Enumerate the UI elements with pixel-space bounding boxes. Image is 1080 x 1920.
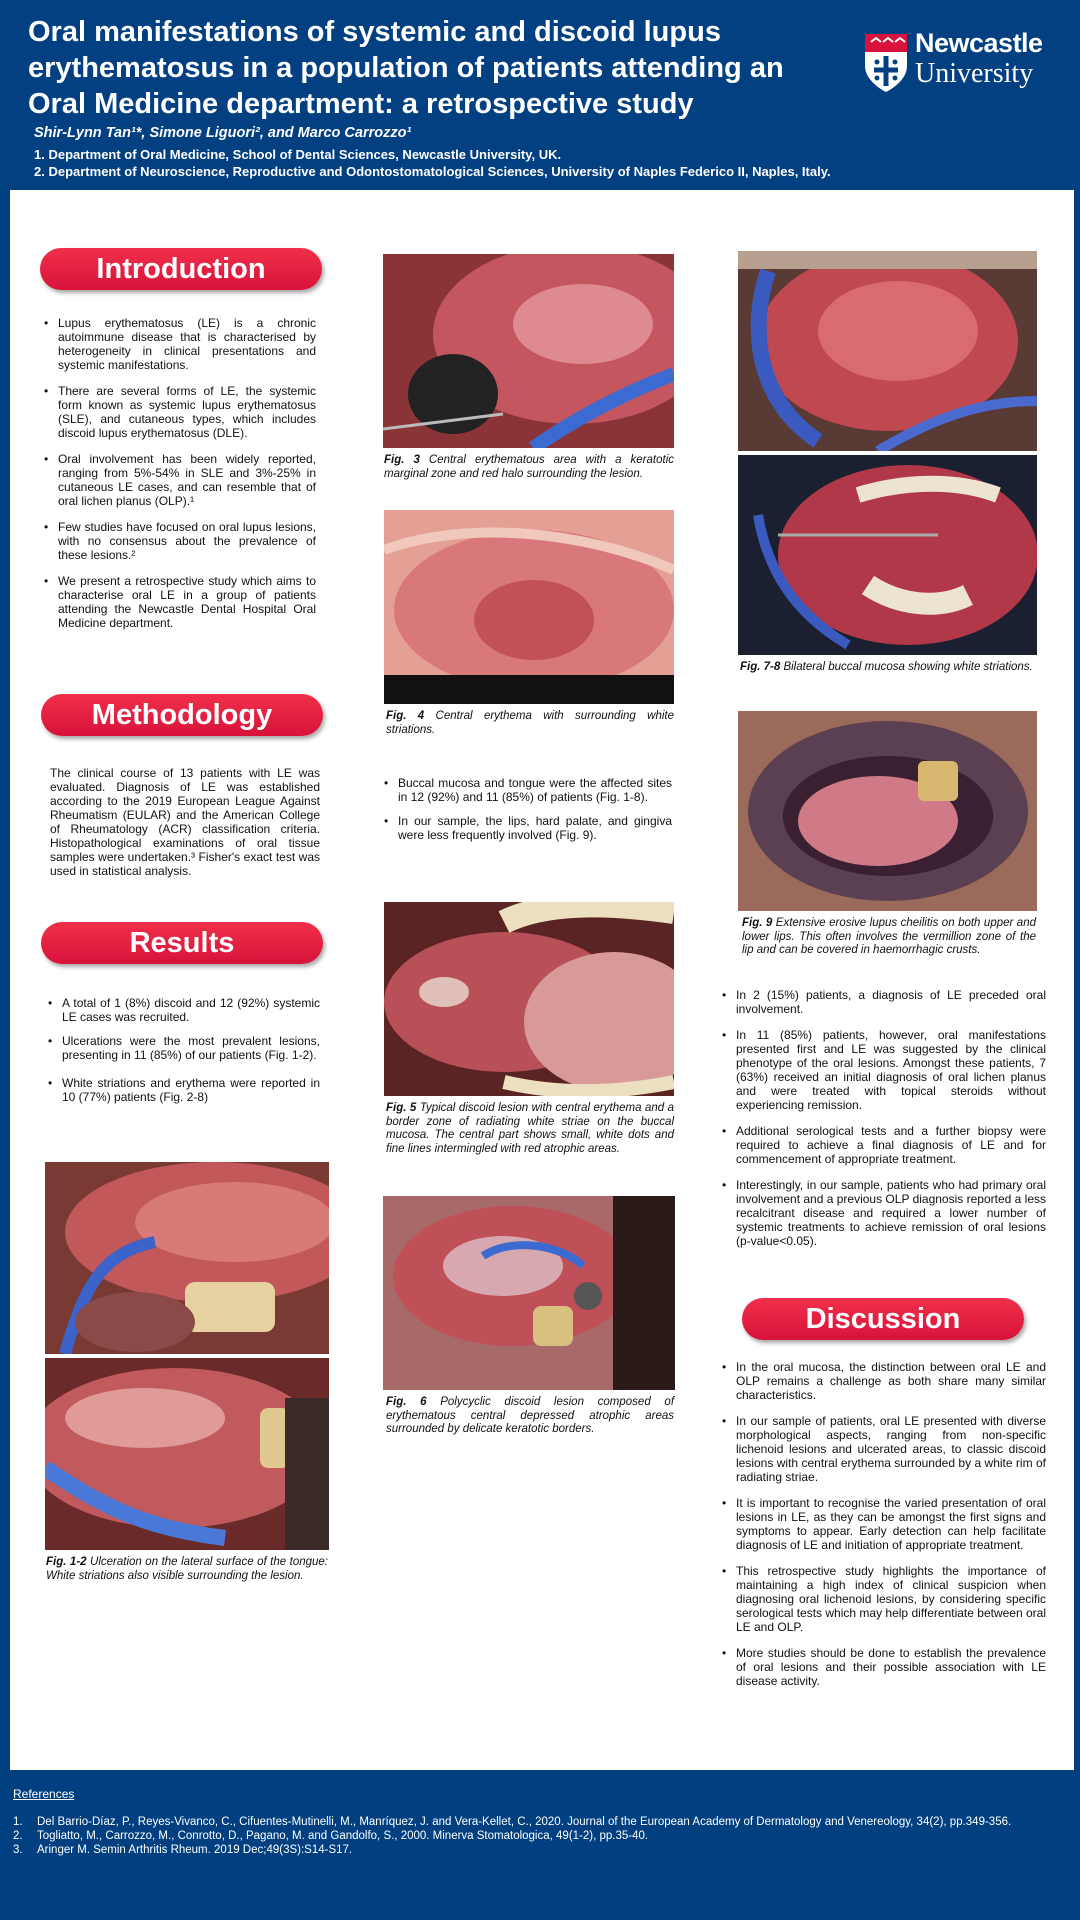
poster-body bbox=[10, 190, 1074, 1770]
introduction-heading: Introduction bbox=[40, 248, 322, 290]
figure-2-photo bbox=[45, 1358, 329, 1550]
list-item: • In 2 (15%) patients, a diagnosis of LE preceded oral involvement. bbox=[722, 988, 1046, 1016]
caption-text: Extensive erosive lupus cheilitis on both upper and lower lips. This often involves the vermillion zone of the lip and can be covered in haemorrhagic crusts. bbox=[742, 917, 1036, 956]
figure-1-photo bbox=[45, 1162, 329, 1354]
results-heading: Results bbox=[41, 922, 323, 964]
reference-item bbox=[13, 1829, 1063, 1843]
list-item: • Additional serological tests and a further biopsy were required to achieve a final diagnosis of LE and for commencement of appropriate treatment. bbox=[722, 1124, 1046, 1166]
list-item: • This retrospective study highlights the importance of maintaining a high index of clinical suspicion when diagnosing oral lichenoid lesions, by considering specific serological tests which may help differentiate between oral LE and OLP. bbox=[722, 1564, 1046, 1634]
methodology-heading: Methodology bbox=[41, 694, 323, 736]
reference-number: 2. bbox=[13, 1830, 23, 1842]
figure-label: Fig. 3 bbox=[384, 454, 420, 466]
figure-7-photo bbox=[738, 251, 1037, 451]
figure-7-8-caption bbox=[740, 661, 1036, 675]
results-list bbox=[48, 996, 320, 1104]
list-item: • Interestingly, in our sample, patients who had primary oral involvement and a previous OLP diagnosis reported a less recalcitrant disease and required a lower number of systemic treatments to achieve remission of oral lesions (p-value<0.05). bbox=[722, 1178, 1046, 1248]
introduction-list bbox=[44, 316, 316, 630]
reference-number: 1. bbox=[13, 1816, 23, 1828]
list-item: • Ulcerations were the most prevalent lesions, presenting in 11 (85%) of our patients (Fig. 1-2). bbox=[48, 1034, 320, 1062]
affiliation-2: 2. Department of Neuroscience, Reproductive and Odontostomatological Sciences, University of Naples Federico II, Naples, Italy. bbox=[34, 164, 831, 179]
discussion-list bbox=[722, 1360, 1046, 1688]
reference-text: Del Barrio-Díaz, P., Reyes-Vivanco, C., Cifuentes-Mutinelli, M., Manríquez, J. and Vera-Kellet, C., 2020. Journal of the European Academy of Dermatology and Venereology, 34(2), pp.349-356. bbox=[37, 1816, 1012, 1828]
reference-number: 3. bbox=[13, 1844, 23, 1856]
figure-label: Fig. 5 bbox=[386, 1102, 417, 1114]
references-heading: References bbox=[13, 1787, 75, 1801]
figure-5-caption bbox=[386, 1102, 674, 1156]
authors: Shir-Lynn Tan¹*, Simone Liguori², and Marco Carrozzo¹ bbox=[34, 125, 412, 141]
caption-text: Bilateral buccal mucosa showing white striations. bbox=[780, 661, 1033, 673]
list-item: • In our sample, the lips, hard palate, and gingiva were less frequently involved (Fig. 9). bbox=[384, 814, 672, 842]
figure-9-caption bbox=[742, 917, 1036, 958]
list-item: • More studies should be done to establish the prevalence of oral lesions and their possible association with LE disease activity. bbox=[722, 1646, 1046, 1688]
caption-text: Central erythematous area with a keratotic marginal zone and red halo surrounding the lesion. bbox=[384, 454, 675, 480]
list-item: • Buccal mucosa and tongue were the affected sites in 12 (92%) and 11 (85%) of patients (Fig. 1-8). bbox=[384, 776, 672, 804]
caption-text: Ulceration on the lateral surface of the tongue: White striations also visible surrounding the lesion. bbox=[46, 1556, 329, 1582]
figure-label: Fig. 6 bbox=[386, 1396, 427, 1408]
logo-text-line2: University bbox=[915, 58, 1034, 89]
figure-label: Fig. 4 bbox=[386, 710, 425, 722]
caption-text: Polycyclic discoid lesion composed of erythematous central depressed atrophic areas surrounded by delicate keratotic borders. bbox=[386, 1396, 675, 1435]
figure-3-caption bbox=[384, 454, 674, 481]
discussion-heading: Discussion bbox=[742, 1298, 1024, 1340]
list-item: • A total of 1 (8%) discoid and 12 (92%) systemic LE cases was recruited. bbox=[48, 996, 320, 1024]
figure-5-photo bbox=[384, 902, 674, 1096]
list-item: • It is important to recognise the varied presentation of oral lesions in LE, as they can be amongst the first signs and symptoms to appear. Early detection can help facilitate diagnosis of LE and initiation of appropriate treatment. bbox=[722, 1496, 1046, 1552]
title-line: Oral manifestations of systemic and discoid lupus bbox=[28, 16, 721, 48]
figure-1-2-caption bbox=[46, 1556, 328, 1583]
logo-text-line1: Newcastle bbox=[915, 28, 1043, 58]
figure-8-photo bbox=[738, 455, 1037, 655]
university-logo bbox=[863, 28, 1063, 100]
figure-6-photo bbox=[383, 1196, 675, 1390]
reference-item bbox=[13, 1815, 1063, 1829]
figure-9-photo bbox=[738, 711, 1037, 911]
list-item: • In our sample of patients, oral LE presented with diverse morphological aspects, ranging from non-specific lichenoid lesions and ulcerated areas, to classic discoid lesions with central erythema surrounded by a white rim of radiating striae. bbox=[722, 1414, 1046, 1484]
figure-label: Fig. 1-2 bbox=[46, 1556, 87, 1568]
results-right-list bbox=[722, 988, 1046, 1248]
list-item: • There are several forms of LE, the systemic form known as systemic lupus erythematosus (SLE), and cutaneous types, which includes discoid lupus erythematosus (DLE). bbox=[44, 384, 316, 440]
list-item: • In the oral mucosa, the distinction between oral LE and OLP remains a challenge as both share many similar characteristics. bbox=[722, 1360, 1046, 1402]
poster-header bbox=[0, 0, 1080, 190]
figure-4-caption bbox=[386, 710, 674, 737]
figure-4-photo bbox=[384, 510, 674, 704]
title-line: erythematosus in a population of patients attending an bbox=[28, 52, 784, 84]
results-middle-list bbox=[384, 776, 672, 842]
references-list bbox=[13, 1815, 1063, 1857]
figure-label: Fig. 7-8 bbox=[740, 661, 781, 673]
poster-title bbox=[28, 14, 848, 122]
title-line: Oral Medicine department: a retrospective study bbox=[28, 88, 694, 120]
reference-item bbox=[13, 1843, 1063, 1857]
list-item: • Lupus erythematosus (LE) is a chronic autoimmune disease that is characterised by heterogeneity in clinical presentations and systemic manifestations. bbox=[44, 316, 316, 372]
list-item: • White striations and erythema were reported in 10 (77%) patients (Fig. 2-8) bbox=[48, 1076, 320, 1104]
list-item: • In 11 (85%) patients, however, oral manifestations presented first and LE was suggested by the clinical phenotype of the oral lesions. Amongst these patients, 7 (63%) received an initial diagnosis of oral lichen planus and were treated with topical steroids without experiencing remission. bbox=[722, 1028, 1046, 1112]
list-item: • We present a retrospective study which aims to characterise oral LE in a group of patients attending the Newcastle Dental Hospital Oral Medicine department. bbox=[44, 574, 316, 630]
reference-text: Togliatto, M., Carrozzo, M., Conrotto, D., Pagano, M. and Gandolfo, S., 2000. Minerva Stomatologica, 49(1-2), pp.35-40. bbox=[37, 1830, 649, 1842]
list-item: • Oral involvement has been widely reported, ranging from 5%-54% in SLE and 3%-25% in cutaneous LE cases, and can resemble that of oral lichen planus (OLP).¹ bbox=[44, 452, 316, 508]
methodology-text: The clinical course of 13 patients with LE was evaluated. Diagnosis of LE was established according to the 2019 European League Against Rheumatism (EULAR) and the American College of Rheumatology (ACR) classification criteria. Histopathological examinations of oral tissue samples were undertaken.³ Fisher's exact test was used in statistical analysis. bbox=[50, 766, 320, 878]
figure-3-photo bbox=[383, 254, 674, 448]
list-item: • Few studies have focused on oral lupus lesions, with no consensus about the prevalence of these lesions.² bbox=[44, 520, 316, 562]
reference-text: Aringer M. Semin Arthritis Rheum. 2019 Dec;49(3S):S14-S17. bbox=[37, 1844, 353, 1856]
figure-6-caption bbox=[386, 1396, 674, 1437]
caption-text: Typical discoid lesion with central erythema and a border zone of radiating white striae on the buccal mucosa. The central part shows small, white dots and fine lines intermingled with red atrophic areas. bbox=[386, 1102, 674, 1155]
caption-text: Central erythema with surrounding white striations. bbox=[386, 710, 674, 736]
figure-label: Fig. 9 bbox=[742, 917, 773, 929]
affiliation-1: 1. Department of Oral Medicine, School of Dental Sciences, Newcastle University, UK. bbox=[34, 147, 562, 162]
crest-icon bbox=[863, 32, 909, 94]
